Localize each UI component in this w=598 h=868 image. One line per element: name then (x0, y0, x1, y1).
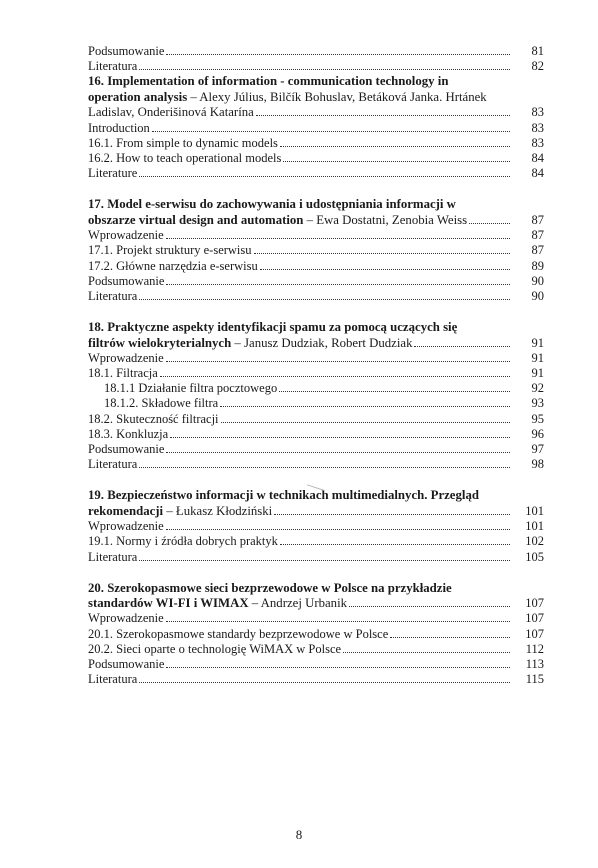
toc-entry (88, 243, 544, 258)
toc-chapter (88, 488, 544, 564)
toc-entry (88, 457, 544, 472)
toc-entry (88, 259, 544, 274)
entry-title: Literatura (88, 672, 138, 687)
entry-page-number: 96 (531, 426, 544, 441)
dot-leader (414, 337, 510, 347)
toc-entry (88, 136, 544, 151)
entry-title: Wprowadzenie (88, 228, 164, 243)
chapter-title: filtrów wielokryterialnych (88, 335, 232, 350)
entry-page-number: 81 (531, 44, 544, 58)
entry-page-number: 91 (531, 350, 544, 365)
dot-leader (139, 167, 510, 177)
chapter-heading-line (88, 90, 544, 106)
entry-title: 16.2. How to teach operational models (88, 151, 282, 166)
chapter-heading-line (88, 74, 544, 90)
entry-page-number: 93 (531, 396, 544, 411)
entry-title: Wprowadzenie (88, 519, 164, 534)
dot-leader (166, 352, 510, 362)
entry-page-number: 91 (531, 366, 544, 381)
entry-title: 18.1.2. Składowe filtra (104, 396, 219, 411)
entry-page-number: 98 (531, 457, 544, 472)
entry-title: 19.1. Normy i źródła dobrych praktyk (88, 534, 278, 549)
entry-page-number: 107 (525, 626, 544, 641)
dot-leader (160, 367, 510, 377)
entry-page-number: 105 (525, 549, 544, 564)
toc-entry (88, 351, 544, 366)
dot-leader (260, 260, 510, 270)
chapter-title: 19. Bezpieczeństwo informacji w technikach multimedialnych. Przegląd (88, 488, 479, 503)
dot-leader (166, 658, 510, 668)
chapter-heading-final-line (88, 105, 544, 120)
dot-leader (166, 229, 510, 239)
toc-entry (88, 627, 544, 642)
entry-title: 18.2. Skuteczność filtracji (88, 411, 219, 426)
entry-title: Podsumowanie (88, 657, 165, 672)
page-number: 8 (295, 827, 303, 842)
chapter-heading-text (88, 213, 467, 228)
chapter-title: obszarze virtual design and automation (88, 212, 304, 227)
entry-page-number: 90 (531, 273, 544, 288)
toc-entry (88, 642, 544, 657)
entry-title: 20.2. Sieci oparte o technologię WiMAX w Polsce (88, 641, 342, 656)
entry-page-number: 83 (531, 105, 544, 120)
dot-leader (139, 674, 510, 684)
chapter-title: 17. Model e-serwisu do zachowywania i udostępniania informacji w (88, 197, 456, 212)
chapter-heading-final-line (88, 596, 544, 611)
dot-leader (166, 613, 510, 623)
chapter-authors: – Łukasz Kłodziński (163, 503, 273, 518)
toc-entry (88, 427, 544, 442)
toc-sections (88, 74, 544, 687)
chapter-title: rekomendacji (88, 503, 164, 518)
chapter-authors: Ladislav, Onderišinová Katarína (88, 105, 254, 120)
toc-chapter (88, 320, 544, 472)
toc-entry (88, 381, 544, 396)
dot-leader (280, 536, 510, 546)
table-of-contents (88, 44, 544, 688)
entry-title: 17.1. Projekt struktury e-serwisu (88, 243, 252, 258)
dot-leader (139, 60, 510, 70)
dot-leader (139, 551, 510, 561)
dot-leader (254, 245, 510, 255)
chapter-authors: – Ewa Dostatni, Zenobia Weiss (303, 212, 468, 227)
entry-title: Podsumowanie (88, 442, 165, 457)
entry-title: 16.1. From simple to dynamic models (88, 135, 278, 150)
chapter-heading-line (88, 197, 544, 213)
dot-leader (280, 137, 510, 147)
toc-entry (88, 519, 544, 534)
toc-entry (88, 59, 544, 74)
chapter-heading-line (88, 581, 544, 597)
dot-leader (220, 398, 510, 408)
entry-page-number: 113 (525, 657, 544, 672)
chapter-heading-final-line (88, 504, 544, 519)
toc-entry (88, 396, 544, 411)
toc-entry (88, 274, 544, 289)
entry-title: Podsumowanie (88, 44, 165, 58)
toc-entry (88, 534, 544, 549)
entry-title: Introduction (88, 120, 150, 135)
chapter-title: 20. Szerokopasmowe sieci bezprzewodowe w Polsce na przykładzie (88, 580, 452, 595)
entry-page-number: 87 (531, 212, 544, 227)
entry-page-number: 84 (531, 151, 544, 166)
chapter-heading-text (88, 504, 272, 519)
entry-title: 18.3. Konkluzja (88, 426, 169, 441)
chapter-heading-final-line (88, 336, 544, 351)
dot-leader (349, 598, 510, 608)
entry-page-number: 92 (531, 381, 544, 396)
dot-leader (390, 628, 510, 638)
dot-leader (166, 45, 510, 55)
entry-page-number: 112 (525, 641, 544, 656)
entry-title: Literatura (88, 59, 138, 74)
dot-leader (283, 152, 510, 162)
entry-title: Wprowadzenie (88, 611, 164, 626)
chapter-authors: – Andrzej Urbanik (248, 596, 348, 611)
dot-leader (170, 428, 510, 438)
toc-entry (88, 151, 544, 166)
toc-entry (88, 289, 544, 304)
entry-page-number: 102 (525, 534, 544, 549)
entry-page-number: 115 (525, 672, 544, 687)
dot-leader (166, 520, 510, 530)
toc-entry (88, 672, 544, 687)
toc-entry (88, 550, 544, 565)
entry-page-number: 83 (531, 120, 544, 135)
entry-page-number: 95 (531, 411, 544, 426)
chapter-title: 16. Implementation of information - communication technology in (88, 74, 449, 89)
toc-entry (88, 611, 544, 626)
entry-page-number: 87 (531, 228, 544, 243)
entry-title: 20.1. Szerokopasmowe standardy bezprzewodowe w Polsce (88, 626, 389, 641)
toc-entry (88, 442, 544, 457)
dot-leader (469, 214, 510, 224)
dot-leader (279, 383, 510, 393)
entry-page-number: 83 (531, 135, 544, 150)
chapter-authors: – Alexy Július, Bilčík Bohuslav, Betáková Janka. Hrtánek (187, 89, 487, 104)
entry-page-number: 107 (525, 596, 544, 611)
toc-entry (88, 44, 544, 59)
chapter-title: operation analysis (88, 89, 188, 104)
dot-leader (221, 413, 510, 423)
dot-leader (166, 275, 510, 285)
toc-lead-entries (88, 44, 544, 74)
entry-page-number: 97 (531, 442, 544, 457)
dot-leader (139, 459, 510, 469)
entry-page-number: 82 (531, 59, 544, 74)
entry-page-number: 89 (531, 258, 544, 273)
entry-page-number: 90 (531, 288, 544, 303)
toc-entry (88, 657, 544, 672)
chapter-heading-text (88, 596, 347, 611)
chapter-heading-text (88, 336, 412, 351)
dot-leader (274, 505, 510, 515)
chapter-title: standardów WI-FI i WIMAX (88, 596, 249, 611)
dot-leader (166, 443, 510, 453)
dot-leader (256, 107, 510, 117)
toc-chapter (88, 197, 544, 304)
entry-title: Literature (88, 166, 138, 181)
entry-title: Wprowadzenie (88, 350, 164, 365)
entry-title: 18.1. Filtracja (88, 366, 158, 381)
chapter-heading-text (88, 105, 254, 120)
toc-chapter (88, 581, 544, 688)
toc-entry (88, 121, 544, 136)
toc-entry (88, 228, 544, 243)
dot-leader (152, 122, 510, 132)
entry-title: Literatura (88, 288, 138, 303)
toc-entry (88, 366, 544, 381)
entry-title: 18.1.1 Działanie filtra pocztowego (104, 381, 278, 396)
chapter-heading-final-line (88, 213, 544, 228)
entry-page-number: 107 (525, 611, 544, 626)
toc-entry (88, 166, 544, 181)
entry-title: 17.2. Główne narzędzia e-serwisu (88, 258, 258, 273)
toc-chapter (88, 74, 544, 181)
entry-page-number: 91 (531, 335, 544, 350)
chapter-title: 18. Praktyczne aspekty identyfikacji spamu za pomocą uczących się (88, 320, 458, 335)
toc-entry (88, 412, 544, 427)
chapter-authors: – Janusz Dudziak, Robert Dudziak (231, 335, 413, 350)
chapter-heading-line (88, 320, 544, 336)
entry-page-number: 84 (531, 166, 544, 181)
entry-title: Podsumowanie (88, 273, 165, 288)
entry-page-number: 87 (531, 243, 544, 258)
entry-page-number: 101 (525, 503, 544, 518)
dot-leader (139, 290, 510, 300)
entry-page-number: 101 (525, 519, 544, 534)
entry-title: Literatura (88, 549, 138, 564)
dot-leader (343, 643, 510, 653)
entry-title: Literatura (88, 457, 138, 472)
